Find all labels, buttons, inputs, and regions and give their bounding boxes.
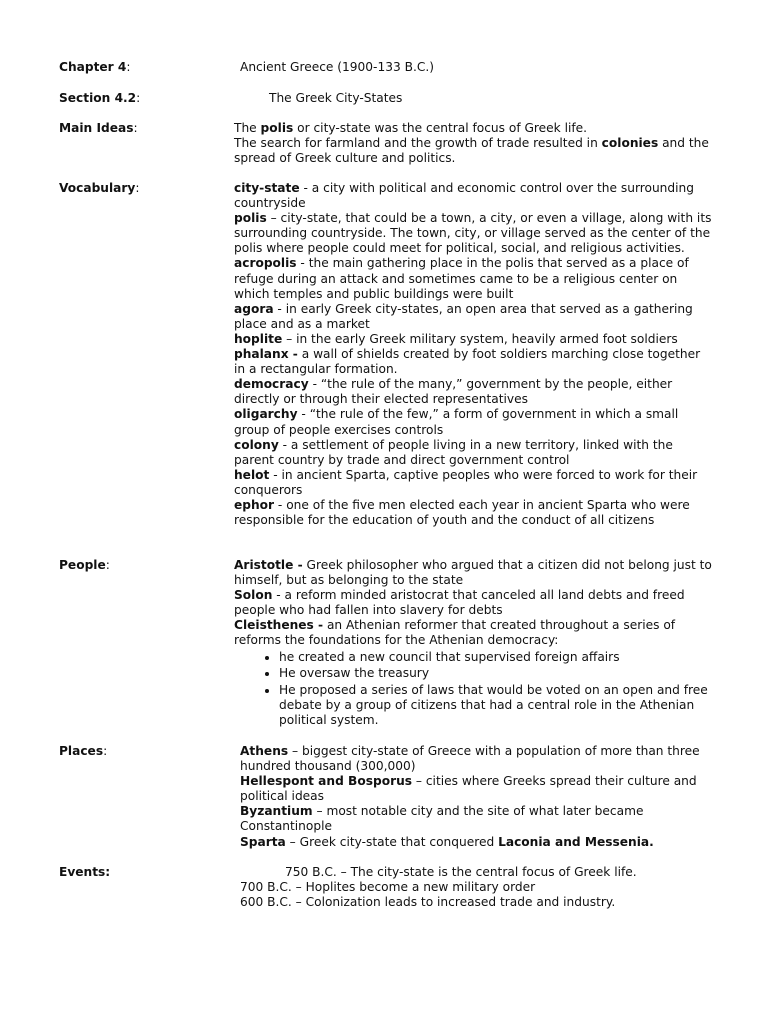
place-sparta: Sparta – Greek city-state that conquered Laconia and Messenia. [240,834,654,849]
vocab-item-oligarchy: oligarchy - “the rule of the few,” a form of government in which a small group of people exercises controls [234,407,679,437]
event-item: 750 B.C. – The city-state is the central focus of Greek life. [285,865,637,879]
vocabulary-list [234,181,714,528]
place-hellespont-bosporus: Hellespont and Bosporus – cities where Greeks spread their culture and political ideas [240,774,697,804]
place-athens: Athens – biggest city-state of Greece with a population of more than three hundred thousand (300,000) [240,744,700,774]
event-item: 600 B.C. – Colonization leads to increased trade and industry. [240,895,616,910]
person-aristotle: Aristotle - Greek philosopher who argued that a citizen did not belong just to himself, but as belonging to the state [234,558,712,588]
list-item: • he created a new council that supervised foreign affairs [279,650,714,665]
main-ideas-label: Main Ideas: [59,121,138,135]
events-label: Events: [59,865,111,879]
person-solon: Solon - a reform minded aristocrat that canceled all land debts and freed people who had fallen into slavery for debts [234,588,685,618]
vocabulary-label: Vocabulary: [59,181,140,195]
person-cleisthenes: Cleisthenes - an Athenian reformer that created throughout a series of reforms the foundations for the Athenian democracy: [234,618,676,648]
main-idea-2: The search for farmland and the growth of trade resulted in colonies and the spread of Greek culture and politics. [234,136,709,166]
vocab-item-hoplite: hoplite – in the early Greek military system, heavily armed foot soldiers [234,331,678,346]
vocab-item-city-state: city-state - a city with political and economic control over the surrounding countryside [234,181,694,211]
vocab-item-ephor: ephor - one of the five men elected each year in ancient Sparta who were responsible for the education of youth and the conduct of all citizens [234,497,690,528]
list-item: • He oversaw the treasury [279,666,714,681]
chapter-title: Ancient Greece (1900-133 B.C.) [240,60,434,74]
events-list [240,865,720,910]
place-byzantium: Byzantium – most notable city and the site of what later became Constantinople [240,804,644,834]
section-title: The Greek City-States [269,91,403,105]
vocab-item-colony: colony - a settlement of people living in a new territory, linked with the parent country by trade and direct government control [234,437,673,467]
cleisthenes-reforms-list [234,650,714,728]
main-idea-1: The polis or city-state was the central focus of Greek life. [234,121,588,135]
main-ideas-content [234,121,714,166]
vocab-item-acropolis: acropolis - the main gathering place in the polis that served as a place of refuge during an attack and sometimes came to be a religious center on which temples and public buildings were built [234,256,689,301]
vocab-item-polis: polis – city-state, that could be a town, a city, or even a village, along with its surrounding countryside. The town, city, or village served as the center of the polis where people could meet for political, social, and religious activities. [234,211,712,256]
vocab-item-agora: agora - in early Greek city-states, an open area that served as a gathering place and as a market [234,301,693,331]
list-item: • He proposed a series of laws that would be voted on an open and free debate by a group of citizens that had a central role in the Athenian political system. [279,683,714,728]
places-label: Places: [59,744,108,758]
section-label: Section 4.2: [59,91,141,105]
event-item: 700 B.C. – Hoplites become a new military order [240,880,536,895]
vocab-item-democracy: democracy - “the rule of the many,” government by the people, either directly or through their elected representatives [234,377,673,407]
vocab-item-phalanx: phalanx - a wall of shields created by foot soldiers marching close together in a rectangular formation. [234,347,701,377]
people-list [234,558,714,730]
chapter-label: Chapter 4: [59,60,131,74]
people-label: People: [59,558,110,572]
vocab-item-helot: helot - in ancient Sparta, captive peoples who were forced to work for their conquerors [234,467,698,497]
places-list [240,744,720,850]
